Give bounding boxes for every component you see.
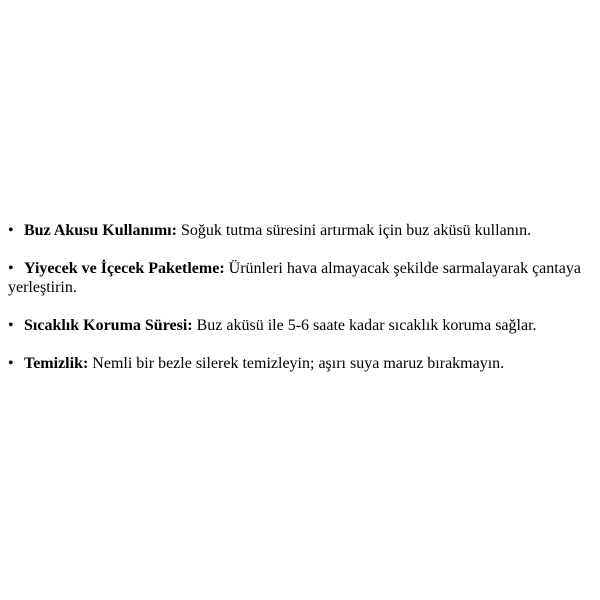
bullet-icon: • xyxy=(8,260,14,277)
list-item xyxy=(8,221,596,240)
tip-text: Ürünleri hava almayacak şekilde sarmalayarak çantaya yerleştirin. xyxy=(8,260,581,296)
bullet-icon: • xyxy=(8,355,14,372)
tip-label: Temizlik: xyxy=(24,355,89,372)
bullet-icon: • xyxy=(8,317,14,334)
tip-label: Sıcaklık Koruma Süresi: xyxy=(24,317,193,334)
tips-list xyxy=(8,221,596,373)
tip-text: Nemli bir bezle silerek temizleyin; aşırı suya maruz bırakmayın. xyxy=(88,355,505,372)
list-item xyxy=(8,259,596,297)
tip-text: Buz aküsü ile 5-6 saate kadar sıcaklık koruma sağlar. xyxy=(192,317,537,334)
list-item xyxy=(8,354,596,373)
document-body xyxy=(8,221,596,373)
tip-label: Buz Akusu Kullanımı: xyxy=(24,222,177,239)
bullet-icon: • xyxy=(8,222,14,239)
list-item xyxy=(8,316,596,335)
tip-label: Yiyecek ve İçecek Paketleme: xyxy=(24,260,225,277)
tip-text: Soğuk tutma süresini artırmak için buz aküsü kullanın. xyxy=(176,222,532,239)
